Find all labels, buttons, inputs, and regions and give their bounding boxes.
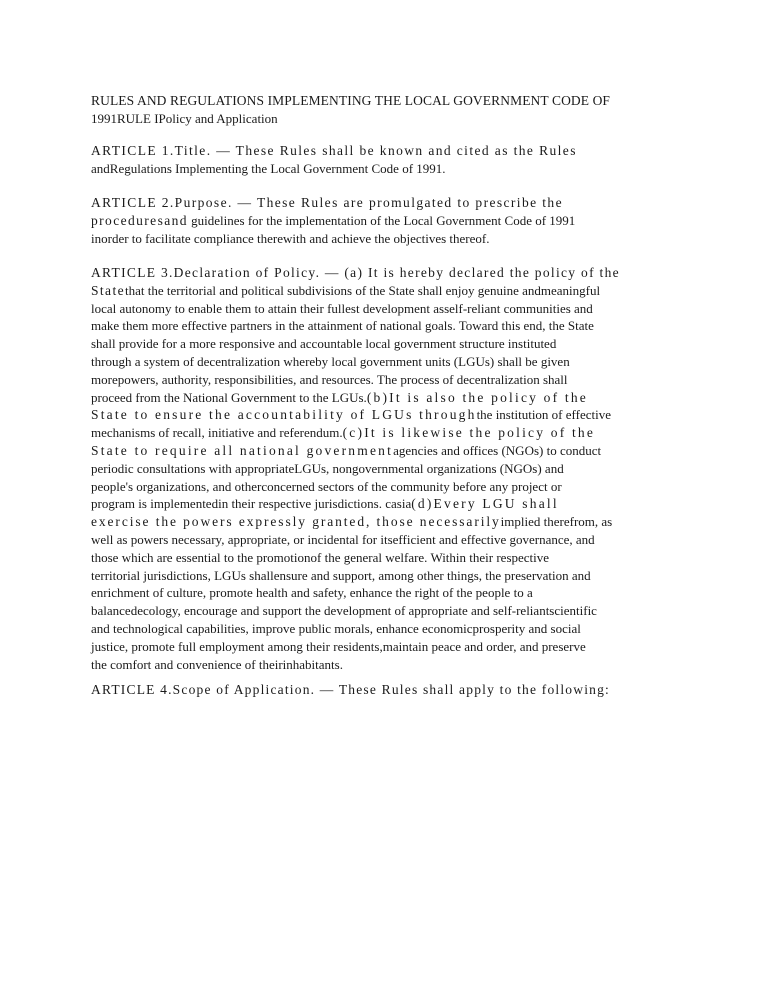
article-3-line-11: [91, 442, 695, 460]
article-3-line-9a: State to ensure the accountability of LGUs through: [91, 407, 477, 423]
document-title: [91, 92, 695, 128]
article-3-line-2: [91, 282, 695, 300]
article-3-line-23: the comfort and convenience of theirinhabitants.: [91, 656, 343, 672]
article-2-line-3: inorder to facilitate compliance therewith and achieve the objectives thereof.: [91, 230, 490, 246]
article-2-line-2b: guidelines for the implementation of the Local Government Code of 1991: [187, 212, 576, 228]
article-3-line-22: justice, promote full employment among their residents,maintain peace and order, and preserve: [91, 638, 586, 654]
article-3-line-3: local autonomy to enable them to attain their fullest development asself-reliant communities and: [91, 300, 593, 316]
article-3-line-15a: exercise the powers expressly granted, those necessarily: [91, 514, 501, 530]
article-3-line-21: and technological capabilities, improve public morals, enhance economicprosperity and social: [91, 620, 581, 636]
article-3-line-2a: State: [91, 282, 125, 298]
article-3-line-11a: State to require all national government: [91, 442, 394, 458]
article-3-line-14: [91, 495, 695, 513]
article-3: [91, 264, 695, 673]
article-3-line-2b: that the territorial and political subdivisions of the State shall enjoy genuine andmeaningful: [125, 282, 601, 298]
article-2-line-2: [91, 212, 695, 230]
article-1-line-1: ARTICLE 1.Title. — These Rules shall be known and cited as the Rules: [91, 143, 577, 158]
article-4-line-1: ARTICLE 4.Scope of Application. — These Rules shall apply to the following:: [91, 682, 611, 697]
article-1-line-2: andRegulations Implementing the Local Government Code of 1991.: [91, 160, 446, 176]
article-3-line-17: those which are essential to the promotionof the general welfare. Within their respective: [91, 549, 550, 565]
article-3-line-7: morepowers, authority, responsibilities, and resources. The process of decentralization shall: [91, 371, 568, 387]
title-line-1: RULES AND REGULATIONS IMPLEMENTING THE LOCAL GOVERNMENT CODE OF: [91, 93, 611, 108]
article-3-line-6: through a system of decentralization whereby local government units (LGUs) shall be given: [91, 353, 570, 369]
article-3-line-8a: proceed from the National Government to the LGUs.: [91, 389, 367, 405]
article-3-line-11b: agencies and offices (NGOs) to conduct: [393, 442, 602, 458]
article-3-line-10a: mechanisms of recall, initiative and referendum.: [91, 425, 343, 441]
article-3-line-10b: (c)It is likewise the policy of the: [342, 425, 596, 441]
article-3-line-15b: implied therefrom, as: [500, 514, 613, 530]
article-3-line-14a: program is implementedin their respective jurisdictions. casia: [91, 496, 412, 512]
article-3-line-8b: (b)It is also the policy of the: [366, 389, 588, 405]
article-3-line-4: make them more effective partners in the attainment of national goals. Toward this end, the State: [91, 318, 594, 334]
article-3-line-8: [91, 389, 695, 407]
article-4: [91, 681, 695, 699]
article-2-line-2a: proceduresand: [91, 212, 188, 228]
article-3-line-12: periodic consultations with appropriateLGUs, nongovernmental organizations (NGOs) and: [91, 460, 564, 476]
article-2: [91, 194, 695, 247]
article-3-line-19: enrichment of culture, promote health and safety, enhance the right of the people to a: [91, 585, 533, 601]
article-3-line-10: [91, 424, 695, 442]
article-3-line-13: people's organizations, and otherconcerned sectors of the community before any project or: [91, 478, 562, 494]
article-3-line-16: well as powers necessary, appropriate, or incidental for itsefficient and effective governance, and: [91, 531, 595, 547]
article-3-line-1: ARTICLE 3.Declaration of Policy. — (a) It is hereby declared the policy of the: [91, 265, 620, 280]
article-3-line-9: [91, 406, 695, 424]
title-line-2: 1991RULE IPolicy and Application: [91, 110, 278, 126]
article-3-line-9b: the institution of effective: [476, 407, 611, 423]
article-3-line-5: shall provide for a more responsive and accountable local government structure instituted: [91, 336, 557, 352]
article-3-line-18: territorial jurisdictions, LGUs shallensure and support, among other things, the preservation and: [91, 567, 591, 583]
article-2-line-1: ARTICLE 2.Purpose. — These Rules are promulgated to prescribe the: [91, 195, 563, 210]
article-3-line-15: [91, 513, 695, 531]
article-3-line-20: balancedecology, encourage and support the development of appropriate and self-reliantscientific: [91, 603, 597, 619]
article-3-line-14b: (d)Every LGU shall: [411, 496, 559, 512]
article-1: [91, 142, 695, 178]
